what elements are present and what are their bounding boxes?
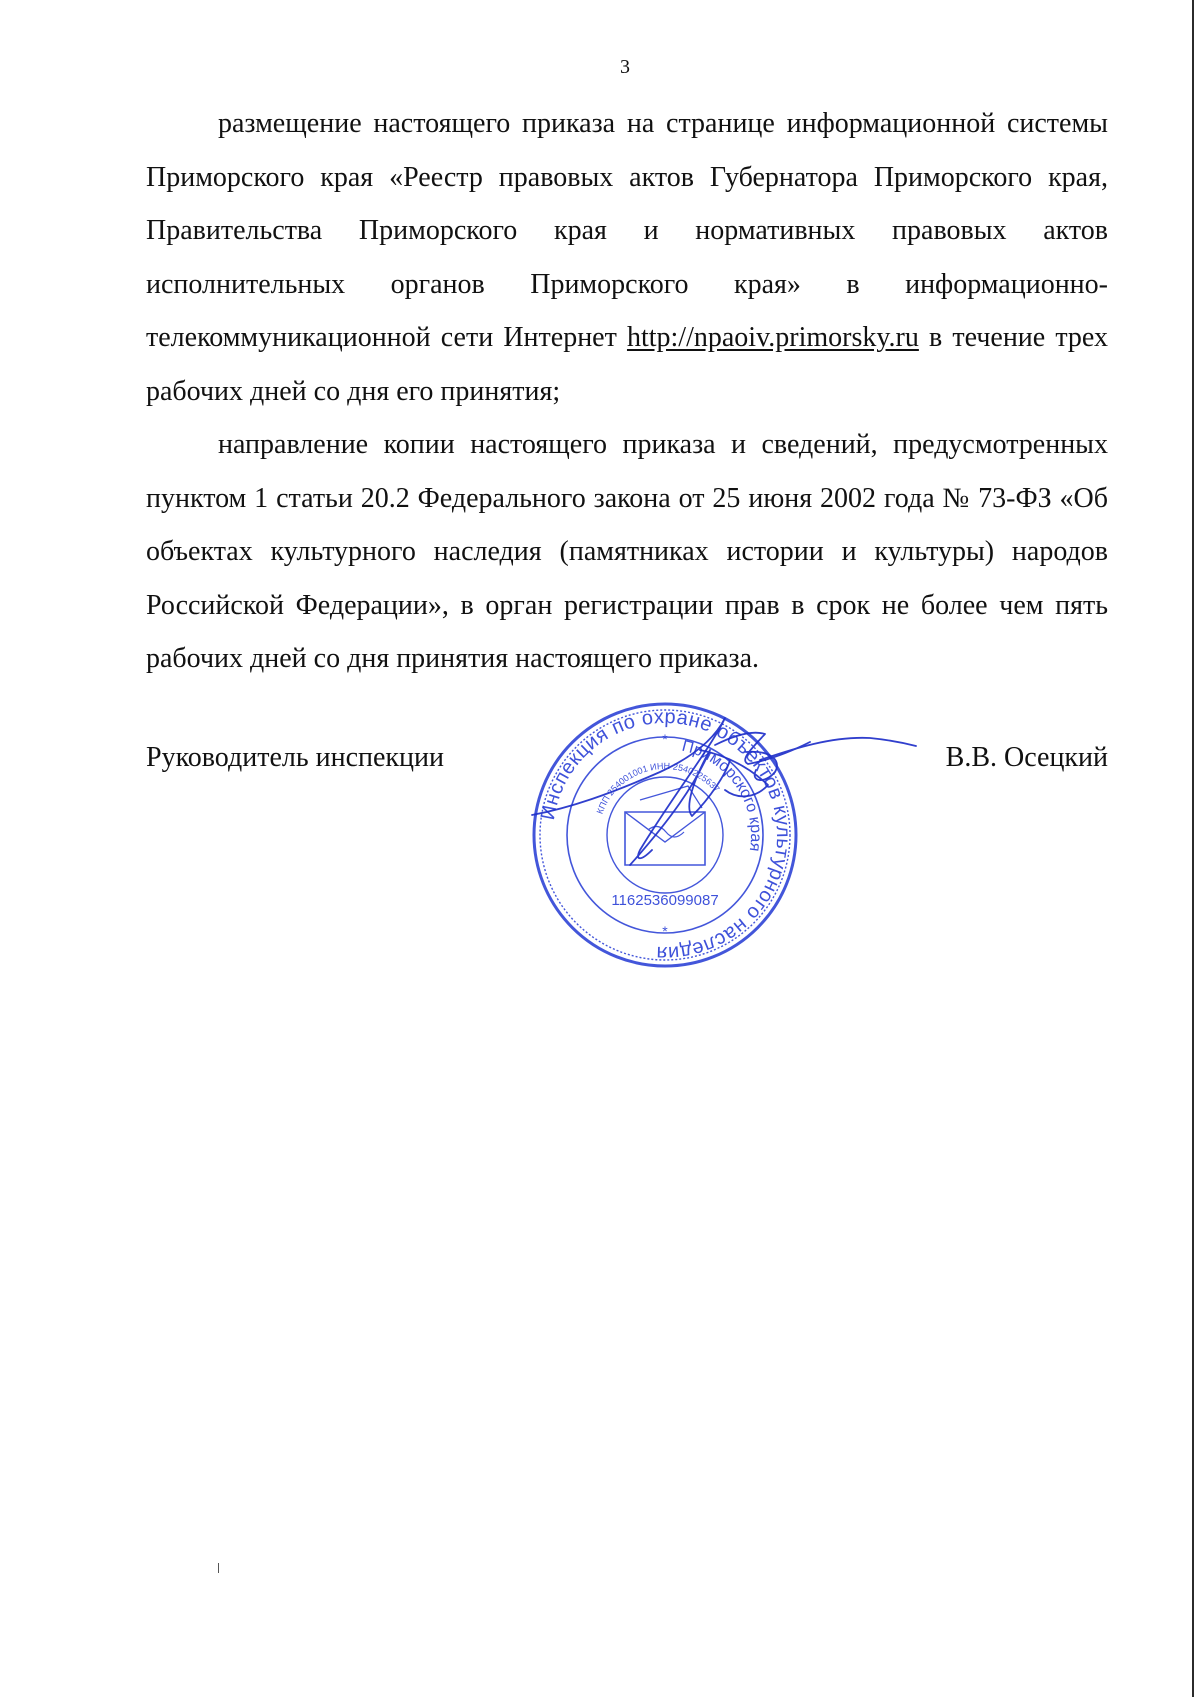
seal-star-bottom: * [662, 923, 668, 939]
page-number: 3 [620, 56, 630, 78]
page-edge [1192, 0, 1194, 1697]
seal-requisites-text: КПП 254001001 ИНН 2540225637 [594, 760, 722, 816]
signer-title: Руководитель инспекции [146, 742, 444, 773]
paragraph-registration: направление копии настоящего приказа и сведений, предусмотренных пунктом 1 статьи 20.2 Федерального закона от 25 июня 2002 года № 73-ФЗ «Об объектах культурного наследия (памятниках истории и культуры) народов Российской Федерации», в орган регистрации прав в срок не более чем пять рабочих дней со дня принятия настоящего приказа. [146, 429, 1108, 674]
seal-inner-text: Приморского края [680, 737, 765, 853]
document-body [146, 97, 1108, 686]
scan-artifact-mark [218, 1563, 219, 1573]
paragraph-publication [146, 97, 1108, 418]
npa-portal-link[interactable]: http://npaoiv.primorsky.ru [626, 322, 919, 353]
paragraph-publication-text-end: в течение трех рабочих дней со дня его принятия; [146, 322, 1108, 407]
seal-star-top: * [662, 731, 668, 747]
handwritten-signature [520, 690, 920, 920]
signer-name: В.В. Осецкий [945, 742, 1108, 773]
seal-outer-text: Инспекция по охране объектов культурного наследия [536, 705, 795, 965]
seal-ogrn-text: 1162536099087 [611, 892, 719, 909]
paragraph-publication-text-start: размещение настоящего приказа на странице информационной системы Приморского края «Реестр правовых актов Губернатора Приморского края, Правительства Приморского края и нормативных правовых актов исполнительных органов Приморского края» в информационно-телекоммуникационной сети Интернет [146, 108, 1108, 353]
